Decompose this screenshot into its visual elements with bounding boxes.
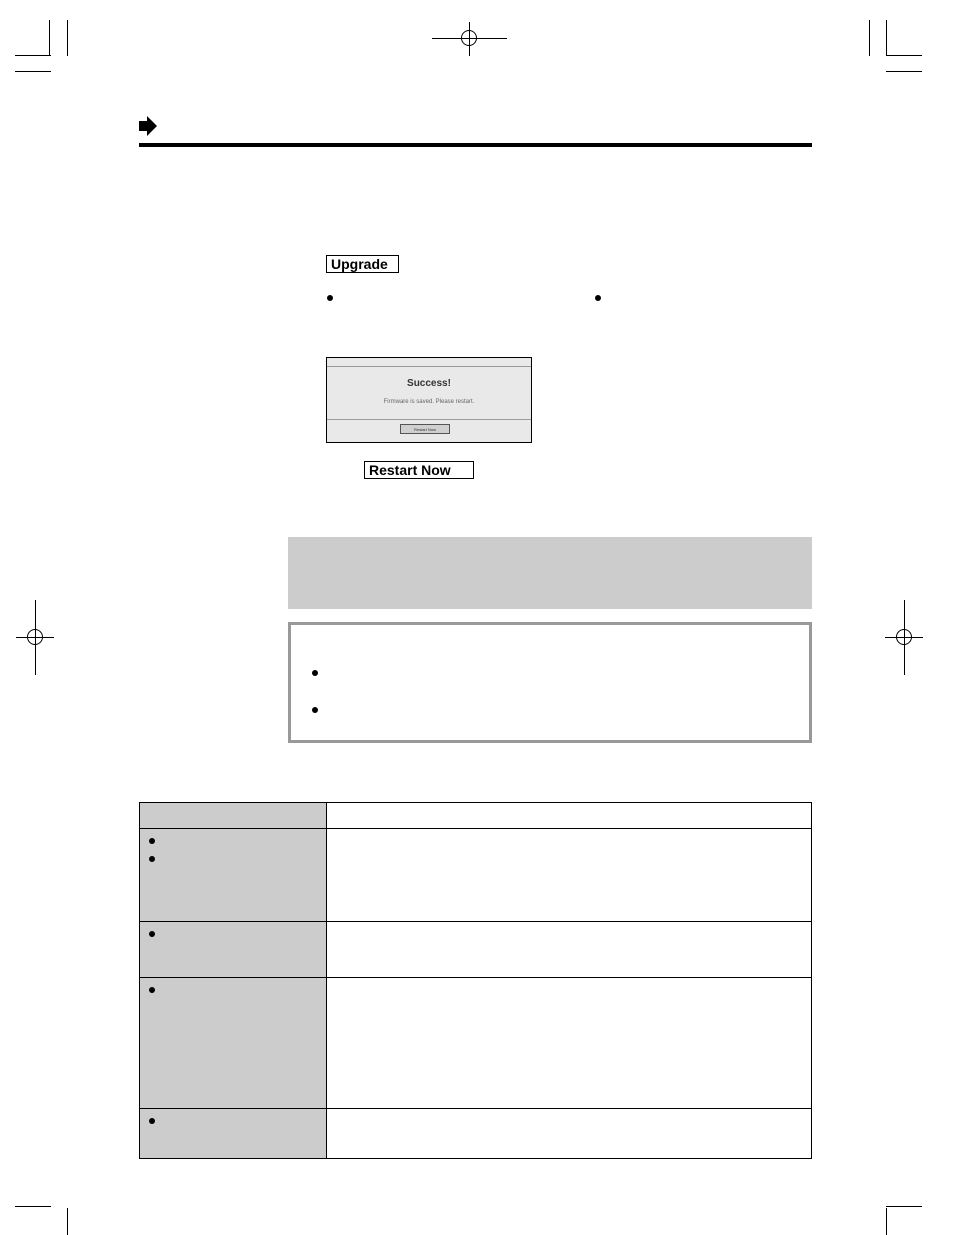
table-row-divider [140, 921, 811, 922]
shaded-note-box [288, 537, 812, 609]
dialog-title: Success! [407, 378, 451, 389]
restart-now-key-label: Restart Now [364, 461, 474, 479]
table-row-divider [140, 977, 811, 978]
table-header-divider [140, 828, 811, 829]
crop-mark [886, 20, 887, 56]
bullet [312, 707, 318, 713]
bullet [312, 670, 318, 676]
crop-mark [49, 20, 50, 56]
crop-mark [886, 71, 922, 72]
crop-mark [869, 20, 870, 56]
table-row-bullet [149, 1118, 155, 1124]
dialog-message: Firmware is saved. Please restart. [383, 399, 475, 405]
crop-mark [886, 1208, 887, 1235]
crop-mark [15, 71, 51, 72]
table-row-divider [140, 1108, 811, 1109]
crop-mark [15, 55, 51, 56]
crop-mark [67, 20, 68, 56]
crop-mark [886, 1206, 922, 1207]
upgrade-key-label: Upgrade [326, 255, 399, 273]
info-table [139, 802, 812, 1159]
bullet [327, 295, 333, 301]
table-row-bullet [149, 856, 155, 862]
restart-now-button[interactable]: Restart Now [400, 424, 450, 434]
arrow-right-icon [138, 116, 158, 136]
crop-mark [67, 1208, 68, 1235]
note-box [288, 622, 812, 743]
table-left-column [140, 803, 326, 1158]
header-rule [139, 143, 812, 147]
bullet [595, 295, 601, 301]
crop-mark [15, 1206, 51, 1207]
table-row-bullet [149, 987, 155, 993]
table-row-bullet [149, 838, 155, 844]
crop-mark [886, 55, 922, 56]
table-row-bullet [149, 931, 155, 937]
success-dialog-screenshot [326, 357, 532, 443]
